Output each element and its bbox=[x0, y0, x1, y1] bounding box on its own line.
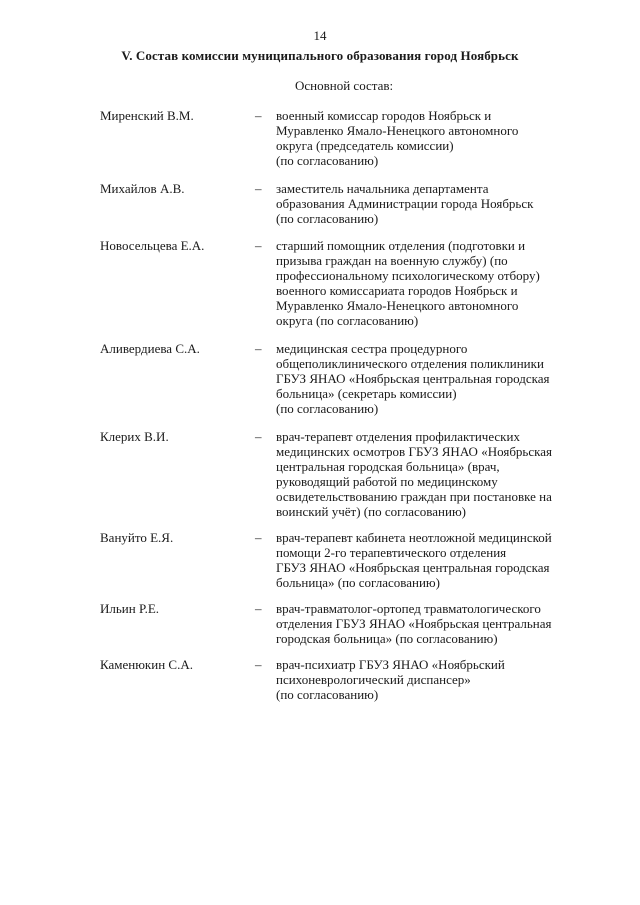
member-description-line: медицинских осмотров ГБУЗ ЯНАО «Ноябрьская bbox=[276, 444, 552, 459]
member-description bbox=[276, 341, 606, 416]
member-dash: – bbox=[255, 181, 262, 196]
member-description bbox=[276, 181, 606, 226]
member-dash: – bbox=[255, 341, 262, 356]
member-name: Михайлов А.В. bbox=[100, 181, 185, 196]
member-name: Клерих В.И. bbox=[100, 429, 169, 444]
member-description-line: военного комиссариата городов Ноябрьск и bbox=[276, 283, 518, 298]
member-description-line: ГБУЗ ЯНАО «Ноябрьская центральная городская bbox=[276, 560, 550, 575]
member-description-line: (по согласованию) bbox=[276, 211, 379, 226]
member-description-line: врач-травматолог-ортопед травматологического bbox=[276, 601, 541, 616]
member-description-line: больница» (по согласованию) bbox=[276, 575, 440, 590]
member-description bbox=[276, 601, 606, 646]
member-name: Вануйто Е.Я. bbox=[100, 530, 174, 545]
member-dash: – bbox=[255, 238, 262, 253]
member-description-line: медицинская сестра процедурного bbox=[276, 341, 468, 356]
member-description-line: руководящий работой по медицинскому bbox=[276, 474, 498, 489]
member-description bbox=[276, 238, 606, 328]
member-description-line: округа (председатель комиссии) bbox=[276, 138, 454, 153]
member-description-line: образования Администрации города Ноябрьск bbox=[276, 196, 534, 211]
member-description-line: (по согласованию) bbox=[276, 687, 379, 702]
member-description bbox=[276, 108, 606, 168]
member-description-line: общеполиклинического отделения поликлиники bbox=[276, 356, 544, 371]
member-description bbox=[276, 657, 606, 702]
member-description-line: призыва граждан на военную службу) (по bbox=[276, 253, 508, 268]
page-number: 14 bbox=[313, 28, 327, 43]
member-description-line: больница» (секретарь комиссии) bbox=[276, 386, 457, 401]
member-description-line: центральная городская больница» (врач, bbox=[276, 459, 500, 474]
member-description-line: врач-терапевт отделения профилактических bbox=[276, 429, 520, 444]
member-description-line: Муравленко Ямало-Ненецкого автономного bbox=[276, 123, 519, 138]
member-dash: – bbox=[255, 657, 262, 672]
member-description bbox=[276, 530, 606, 590]
member-description-line: отделения ГБУЗ ЯНАО «Ноябрьская центральная bbox=[276, 616, 552, 631]
member-description-line: военный комиссар городов Ноябрьск и bbox=[276, 108, 492, 123]
member-description-line: ГБУЗ ЯНАО «Ноябрьская центральная городская bbox=[276, 371, 550, 386]
member-description-line: помощи 2-го терапевтического отделения bbox=[276, 545, 507, 560]
subtitle: Основной состав: bbox=[295, 78, 394, 93]
member-description-line: врач-психиатр ГБУЗ ЯНАО «Ноябрьский bbox=[276, 657, 505, 672]
member-name: Аливердиева С.А. bbox=[100, 341, 200, 356]
member-description-line: психоневрологический диспансер» bbox=[276, 672, 471, 687]
member-name: Ильин Р.Е. bbox=[100, 601, 160, 616]
member-description bbox=[276, 429, 606, 519]
member-name: Миренский В.М. bbox=[100, 108, 194, 123]
member-description-line: врач-терапевт кабинета неотложной медицинской bbox=[276, 530, 552, 545]
section-title: V. Состав комиссии муниципального образования город Ноябрьск bbox=[121, 48, 519, 63]
member-description-line: городская больница» (по согласованию) bbox=[276, 631, 498, 646]
member-description-line: профессиональному психологическому отбору) bbox=[276, 268, 540, 283]
member-dash: – bbox=[255, 530, 262, 545]
member-description-line: Муравленко Ямало-Ненецкого автономного bbox=[276, 298, 519, 313]
member-dash: – bbox=[255, 108, 262, 123]
member-description-line: старший помощник отделения (подготовки и bbox=[276, 238, 526, 253]
member-dash: – bbox=[255, 429, 262, 444]
member-description-line: (по согласованию) bbox=[276, 401, 379, 416]
member-name: Новосельцева Е.А. bbox=[100, 238, 205, 253]
member-description-line: заместитель начальника департамента bbox=[276, 181, 489, 196]
member-description-line: освидетельствованию граждан при постановке на bbox=[276, 489, 552, 504]
member-dash: – bbox=[255, 601, 262, 616]
member-name: Каменюкин С.А. bbox=[100, 657, 193, 672]
member-description-line: округа (по согласованию) bbox=[276, 313, 419, 328]
member-description-line: воинский учёт) (по согласованию) bbox=[276, 504, 466, 519]
member-description-line: (по согласованию) bbox=[276, 153, 379, 168]
